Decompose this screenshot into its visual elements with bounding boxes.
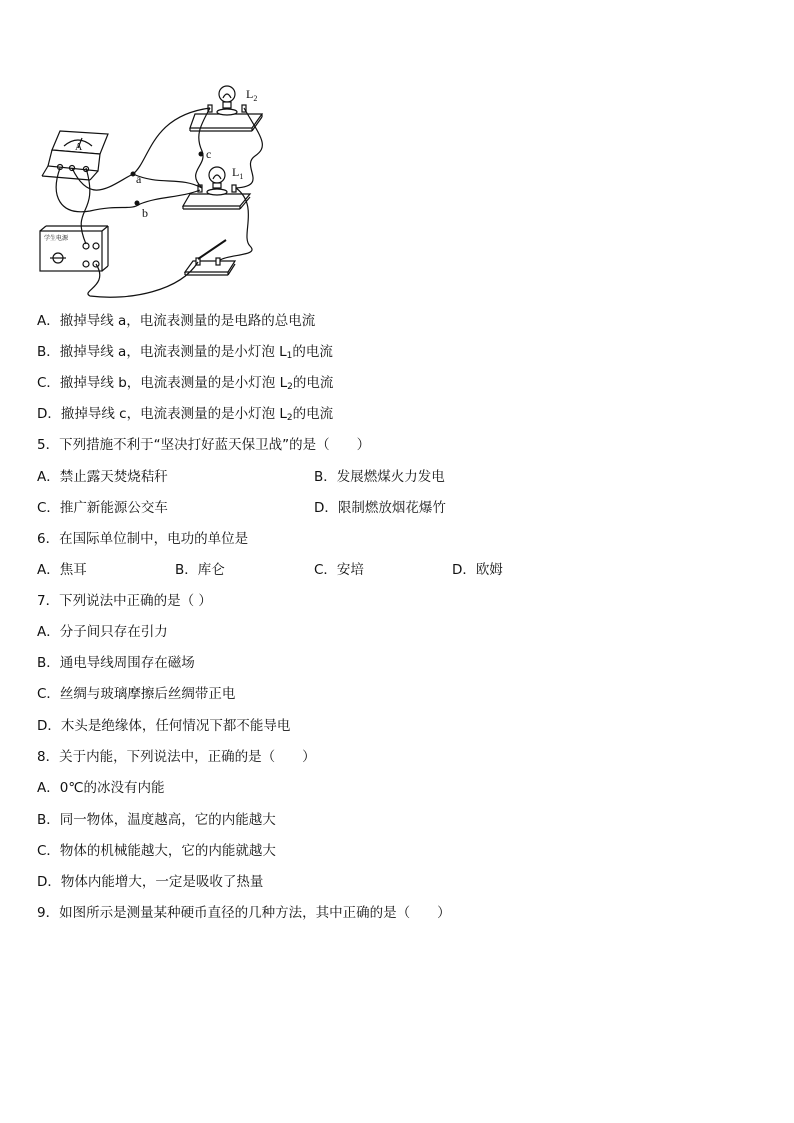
q4-option-a: A．撤掉导线 a，电流表测量的是电路的总电流: [37, 313, 316, 329]
q5-stem: 5．下列措施不利于“坚决打好蓝天保卫战”的是（ ）: [37, 437, 371, 453]
junction-a: [131, 172, 136, 177]
q4-option-b: B．撤掉导线 a，电流表测量的是小灯泡 $L_1$的电流: [37, 344, 333, 361]
q7-option-a: A．分子间只存在引力: [37, 624, 168, 640]
label-b: b: [142, 206, 148, 220]
q8-option-a: A．0℃的冰没有内能: [37, 780, 165, 796]
q4-option-c: C．撤掉导线 b，电流表测量的是小灯泡 $L_2$的电流: [37, 375, 334, 392]
circuit-diagram: [30, 76, 280, 301]
q5-option-c: C．推广新能源公交车: [37, 500, 168, 516]
label-l1: $L_1$: [232, 165, 244, 181]
q9-stem: 9．如图所示是测量某种硬币直径的几种方法，其中正确的是（ ）: [37, 905, 451, 921]
junction-b: [135, 201, 140, 206]
q5-option-d: D．限制燃放烟花爆竹: [314, 500, 446, 516]
q5-option-a: A．禁止露天焚烧秸秆: [37, 469, 168, 485]
label-ammeter: A: [75, 142, 83, 153]
q4-option-d: D．撤掉导线 c，电流表测量的是小灯泡 $L_2$的电流: [37, 406, 334, 423]
q7-option-c: C．丝绸与玻璃摩擦后丝绸带正电: [37, 686, 236, 702]
q5-option-b: B．发展燃煤火力发电: [314, 469, 445, 485]
q8-stem: 8．关于内能，下列说法中，正确的是（ ）: [37, 749, 316, 765]
q7-option-b: B．通电导线周围存在磁场: [37, 655, 195, 671]
q6-option-a: A．焦耳: [37, 562, 87, 578]
lamp-l1-icon: [198, 167, 236, 195]
l1-board: [183, 194, 250, 206]
label-power-supply: 学生电源: [44, 235, 69, 242]
q7-stem: 7．下列说法中正确的是（ ）: [37, 593, 212, 609]
junction-c: [199, 152, 204, 157]
q7-option-d: D．木头是绝缘体，任何情况下都不能导电: [37, 718, 291, 734]
q8-option-c: C．物体的机械能越大，它的内能就越大: [37, 843, 276, 859]
q8-option-d: D．物体内能增大，一定是吸收了热量: [37, 874, 264, 890]
q6-option-d: D．欧姆: [452, 562, 503, 578]
q8-option-b: B．同一物体，温度越高，它的内能越大: [37, 812, 276, 828]
label-c: c: [206, 147, 212, 161]
label-a: a: [136, 172, 142, 186]
q6-stem: 6．在国际单位制中，电功的单位是: [37, 531, 249, 547]
label-l2: $L_2$: [246, 87, 258, 103]
lamp-l2-icon: [208, 86, 246, 115]
q6-option-b: B．库仑: [175, 562, 225, 578]
q6-option-c: C．安培: [314, 562, 364, 578]
power-supply-icon: [40, 226, 108, 271]
